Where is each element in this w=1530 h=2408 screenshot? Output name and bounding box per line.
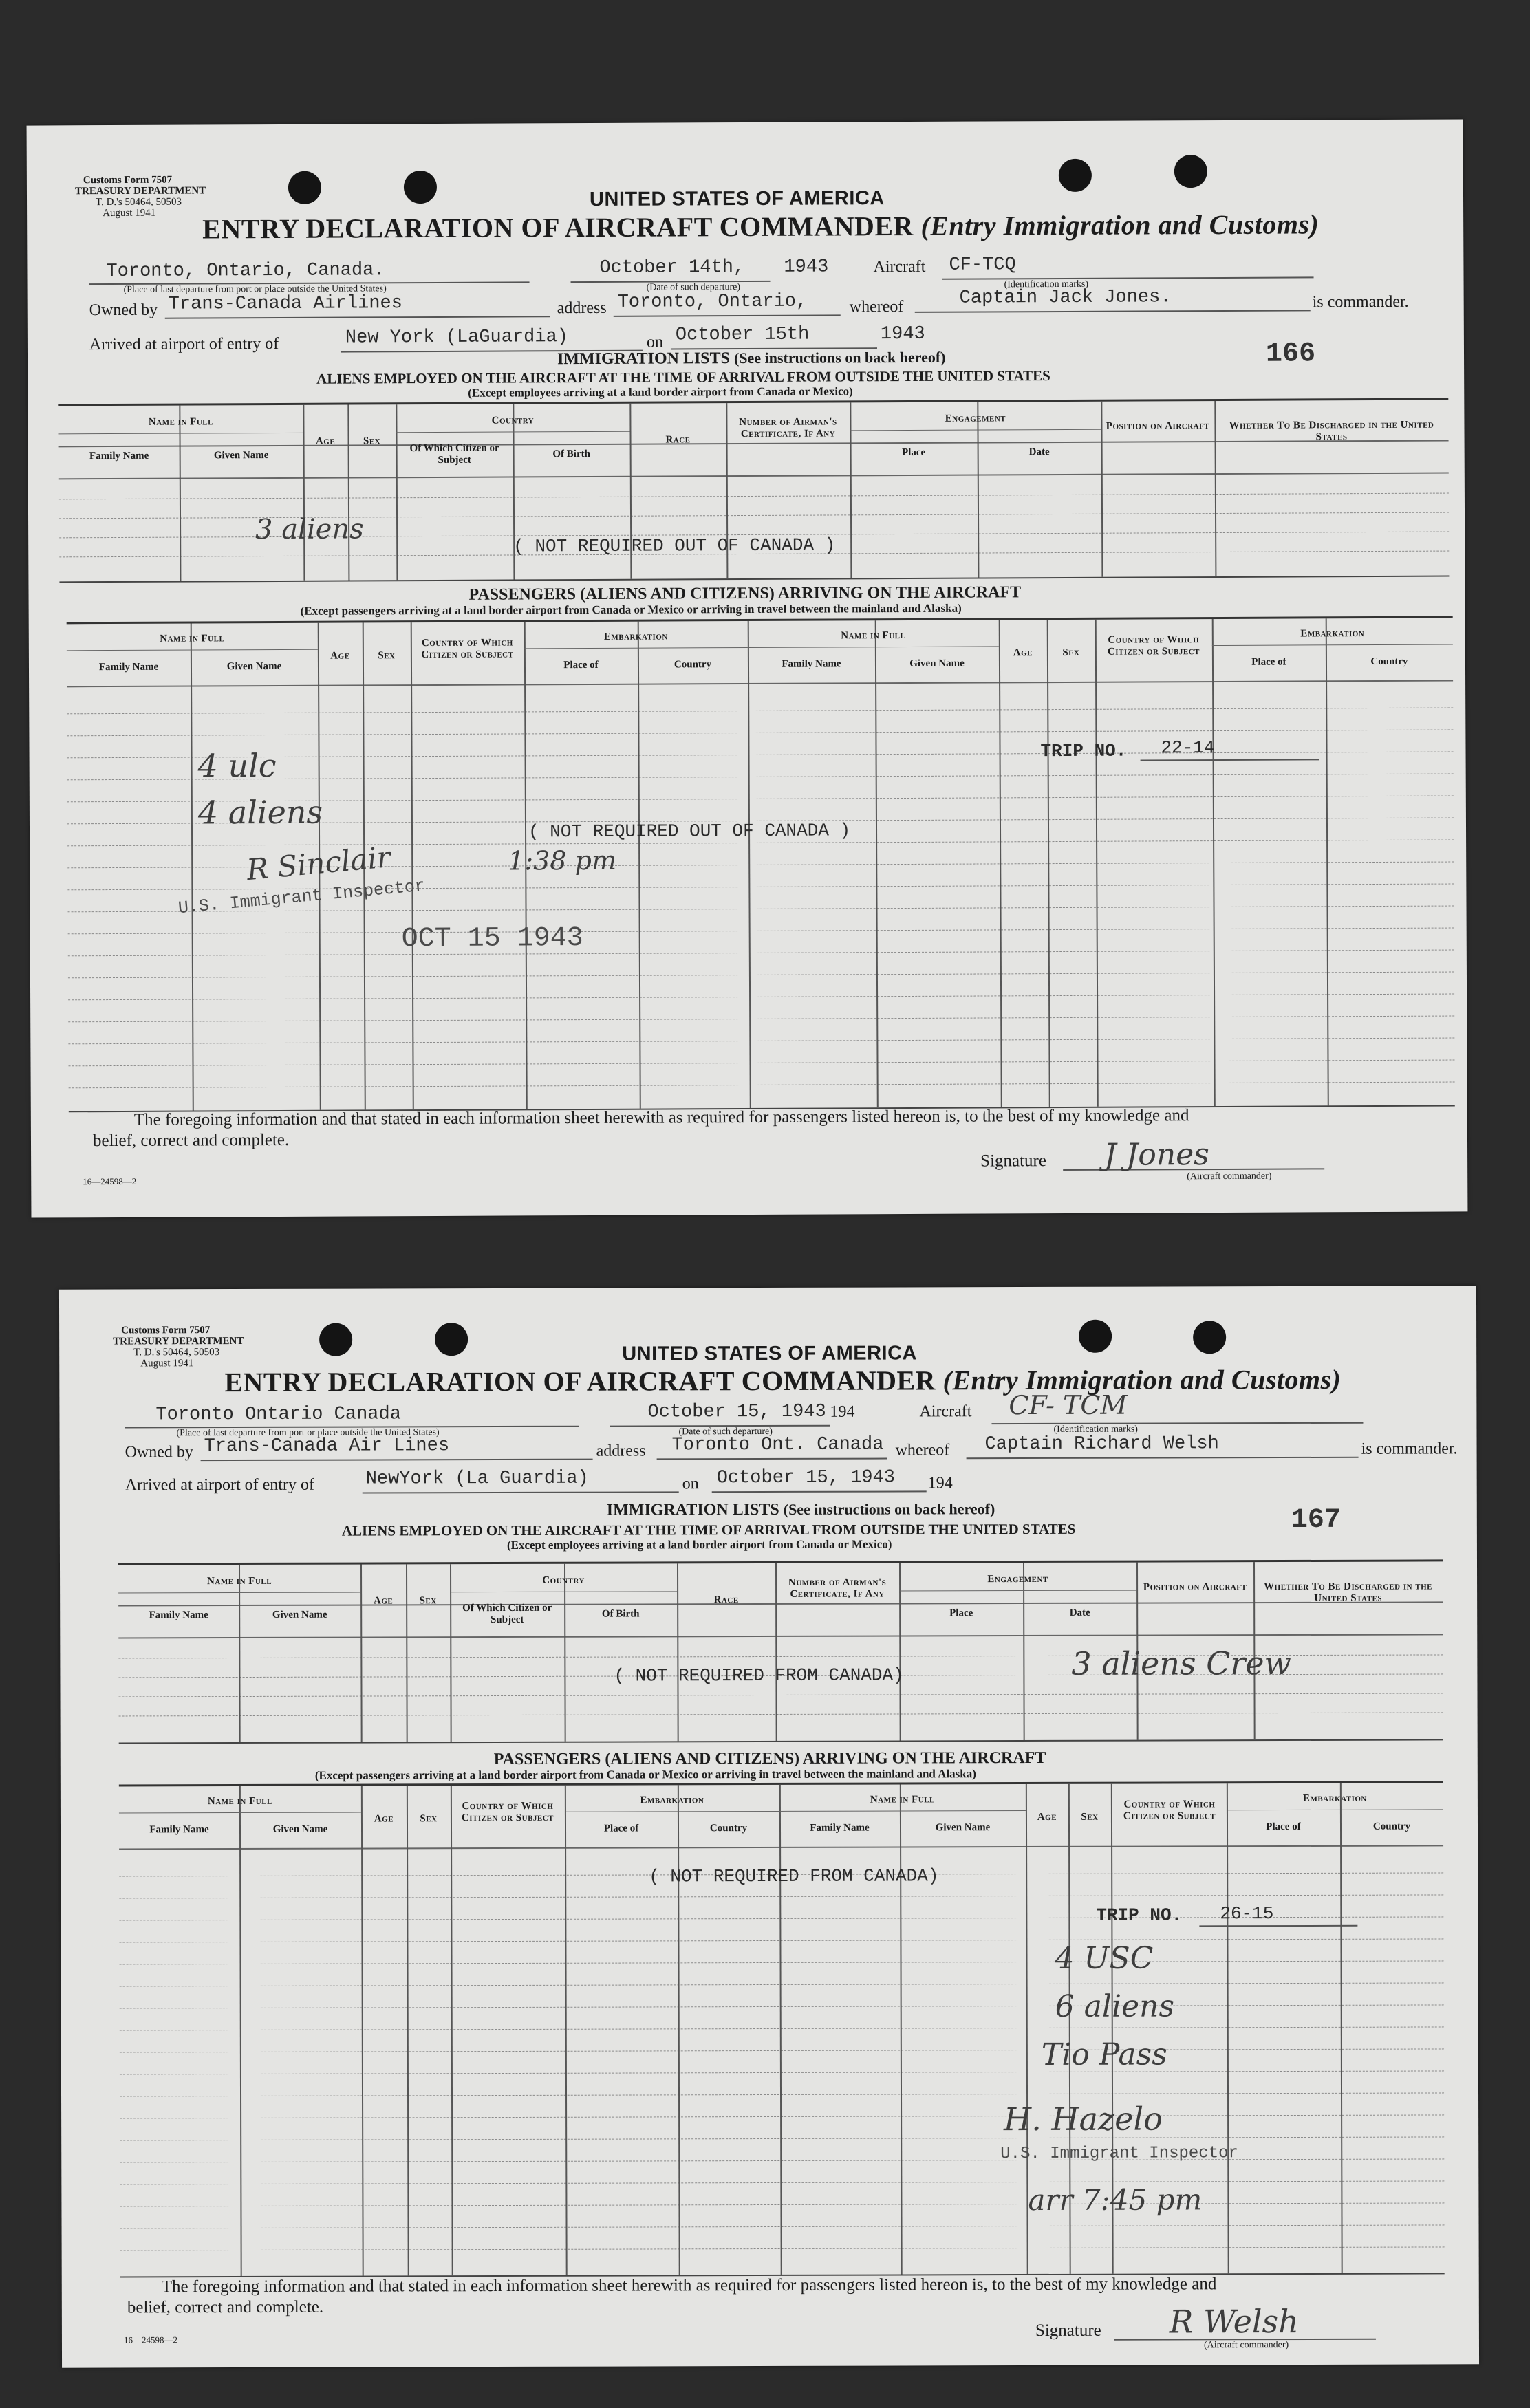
aliens-heading: ALIENS EMPLOYED ON THE AIRCRAFT AT THE TIME OF ARRIVAL FROM OUTSIDE THE UNITED STATES <box>341 1520 1076 1539</box>
signature-caption: (Aircraft commander) <box>1187 1171 1272 1182</box>
header-sex: Sex <box>363 435 381 447</box>
arrived-label: Arrived at airport of entry of <box>89 334 279 354</box>
punch-hole <box>435 1323 468 1356</box>
header-country-citizen: Country of Which Citizen or Subject <box>1123 1799 1216 1822</box>
header-airman-certificate: Number of Airman's Certificate, If Any <box>788 1576 887 1600</box>
departure-place: Toronto, Ontario, Canada. <box>106 260 385 283</box>
header-family-name: Family Name <box>98 661 159 673</box>
departure-date-caption: (Date of such departure) <box>678 1426 773 1438</box>
header-country-citizen: Country of Which Citizen or Subject <box>1107 634 1200 658</box>
header-embarkation: Embarkation <box>1302 1792 1367 1804</box>
on-label: on <box>646 333 663 351</box>
aliens-hand-note: 3 aliens <box>255 513 364 546</box>
header-family-name: Family Name <box>810 1822 870 1834</box>
header-family-name: Family Name <box>782 658 841 670</box>
hand-note-citizens: 4 ulc <box>197 746 277 785</box>
passengers-heading: PASSENGERS (ALIENS AND CITIZENS) ARRIVING ON THE AIRCRAFT <box>493 1748 1046 1769</box>
header-date: Date <box>1069 1607 1090 1618</box>
hand-note-citizens: 4 USC <box>1055 1940 1154 1976</box>
passengers-not-required: ( NOT REQUIRED OUT OF CANADA ) <box>528 820 851 843</box>
header-of-birth: Of Birth <box>601 1608 640 1620</box>
header-discharged: Whether To Be Discharged in the United States <box>1229 419 1434 443</box>
address: Toronto Ont. Canada <box>671 1434 884 1456</box>
trip-label: TRIP NO. <box>1096 1905 1183 1926</box>
header-country: Country <box>1370 655 1408 668</box>
header-discharged: Whether To Be Discharged in the United States <box>1264 1581 1433 1604</box>
aliens-table <box>58 398 1449 583</box>
header-country: Country <box>491 415 535 426</box>
passengers-table <box>67 616 1455 1113</box>
arrival-airport: NewYork (La Guardia) <box>365 1468 589 1490</box>
inspector-signature: R Sinclair <box>245 840 392 887</box>
sheet-number: 167 <box>1291 1504 1341 1537</box>
hand-note-aliens: 6 aliens <box>1055 1988 1175 2024</box>
header-country: Country <box>542 1574 585 1586</box>
header-sex: Sex <box>1081 1811 1099 1823</box>
owner: Trans-Canada Air Lines <box>204 1435 450 1457</box>
header-family-name: Family Name <box>89 450 149 462</box>
departure-year: 1943 <box>784 257 829 278</box>
header-given-name: Given Name <box>226 660 282 673</box>
header-place-of: Place of <box>563 659 599 671</box>
header-given-name: Given Name <box>272 1609 327 1620</box>
on-label: on <box>682 1475 699 1493</box>
inspector-stamp: U.S. Immigrant Inspector <box>177 876 427 919</box>
aliens-subheading: (Except employees arriving at a land border airport from Canada or Mexico) <box>506 1537 892 1552</box>
header-embarkation: Embarkation <box>640 1794 704 1806</box>
header-country-citizen: Country of Which Citizen or Subject <box>461 1800 554 1824</box>
trip-label: TRIP NO. <box>1040 740 1127 762</box>
form-number: 16—24598—2 <box>123 2334 177 2345</box>
header-country: Country <box>674 659 712 671</box>
form-title: ENTRY DECLARATION OF AIRCRAFT COMMANDER (Entry Immigration and Customs) <box>224 1363 1342 1398</box>
departure-date-caption: (Date of such departure) <box>646 282 741 293</box>
header-age: Age <box>1013 647 1033 659</box>
passengers-subheading: (Except passengers arriving at a land border airport from Canada or Mexico or arriving in travel between the mainland and Alaska) <box>300 601 962 618</box>
immigration-lists-heading: IMMIGRATION LISTS (See instructions on back hereof) <box>606 1500 995 1519</box>
header-race: Race <box>713 1594 739 1606</box>
hand-note-pass: Tio Pass <box>1041 2037 1167 2072</box>
address: Toronto, Ontario, <box>617 291 808 313</box>
aircraft-id-caption: (Identification marks) <box>1004 279 1089 290</box>
punch-hole <box>319 1323 352 1356</box>
header-place-of: Place of <box>603 1823 639 1834</box>
header-name-in-full: Name in Full <box>148 416 213 428</box>
header-citizen-of: Of Which Citizen or Subject <box>409 442 499 466</box>
header-place-of: Place of <box>1266 1821 1301 1833</box>
header-of-birth: Of Birth <box>552 448 590 460</box>
header-age: Age <box>330 650 350 662</box>
declaration-form-1 <box>27 119 1468 1217</box>
signature-label: Signature <box>980 1151 1047 1171</box>
header-name-in-full: Name in Full <box>160 633 225 644</box>
immigration-lists-heading: IMMIGRATION LISTS (See instructions on back hereof) <box>557 348 946 369</box>
header-embarkation: Embarkation <box>603 631 668 642</box>
header-age: Age <box>315 435 336 447</box>
punch-hole <box>1174 155 1207 188</box>
header-given-name: Given Name <box>935 1822 991 1834</box>
aliens-heading: ALIENS EMPLOYED ON THE AIRCRAFT AT THE TIME OF ARRIVAL FROM OUTSIDE THE UNITED STATES <box>316 367 1050 387</box>
date-stamp: OCT 15 1943 <box>401 923 583 955</box>
departure-year: 194 <box>830 1402 855 1421</box>
trip-number: 26-15 <box>1220 1903 1274 1924</box>
header-given-name: Given Name <box>213 450 269 462</box>
header-place: Place <box>902 446 926 459</box>
aliens-not-required: ( NOT REQUIRED OUT OF CANADA ) <box>513 534 836 557</box>
signature-label: Signature <box>1035 2321 1101 2340</box>
aircraft-id: CF-TCQ <box>949 254 1016 276</box>
header-date: Date <box>1028 446 1050 458</box>
departure-place-caption: (Place of last departure from port or place outside the United States) <box>176 1427 440 1439</box>
header-sex: Sex <box>1062 647 1080 658</box>
punch-hole <box>288 171 321 204</box>
header-citizen-of: Of Which Citizen or Subject <box>462 1602 552 1626</box>
header-airman-certificate: Number of Airman's Certificate, If Any <box>739 416 837 440</box>
header-name-in-full: Name in Full <box>870 1794 935 1805</box>
inspector-stamp: U.S. Immigrant Inspector <box>1000 2144 1238 2164</box>
form-reference: Customs Form 7507 TREASURY DEPARTMENT T. D.'s 50464, 50503 August 1941 <box>74 174 206 219</box>
header-race: Race <box>665 434 691 446</box>
inspector-signature: H. Hazelo <box>1004 2100 1163 2138</box>
owner: Trans-Canada Airlines <box>168 293 403 315</box>
declaration-form-2 <box>59 1286 1479 2367</box>
departure-place: Toronto Ontario Canada <box>155 1404 401 1426</box>
header-sex: Sex <box>378 650 396 662</box>
inspection-time: 1:38 pm <box>508 845 617 876</box>
passengers-heading: PASSENGERS (ALIENS AND CITIZENS) ARRIVING ON THE AIRCRAFT <box>468 583 1022 604</box>
passengers-subheading: (Except passengers arriving at a land border airport from Canada or Mexico or arriving in travel between the mainland and Alaska) <box>314 1767 976 1782</box>
owned-by-label: Owned by <box>125 1443 193 1462</box>
address-label: address <box>596 1442 646 1460</box>
owned-by-label: Owned by <box>89 301 158 320</box>
is-commander-label: is commander. <box>1361 1440 1458 1458</box>
form-reference: Customs Form 7507 TREASURY DEPARTMENT T. D.'s 50464, 50503 August 1941 <box>113 1325 244 1369</box>
header-engagement: Engagement <box>945 413 1006 424</box>
punch-hole <box>1079 1320 1112 1353</box>
header-country: Country <box>709 1823 748 1834</box>
arrival-date: October 15, 1943 <box>716 1467 895 1489</box>
aircraft-id-caption: (Identification marks) <box>1053 1424 1138 1435</box>
header-place: Place <box>949 1607 973 1619</box>
header-age: Age <box>374 1813 394 1825</box>
header-name-in-full: Name in Full <box>207 1575 272 1587</box>
arrival-time-note: arr 7:45 pm <box>1028 2182 1203 2217</box>
header-given-name: Given Name <box>909 658 965 669</box>
arrival-year: 194 <box>927 1474 953 1493</box>
passengers-not-required: ( NOT REQUIRED FROM CANADA) <box>649 1865 939 1887</box>
aliens-table <box>118 1559 1443 1744</box>
departure-date: October 14th, <box>599 257 745 279</box>
arrival-airport: New York (LaGuardia) <box>345 327 569 349</box>
header-country: Country <box>1372 1821 1411 1832</box>
signature-caption: (Aircraft commander) <box>1203 2340 1289 2351</box>
aliens-hand-note: 3 aliens Crew <box>1071 1645 1292 1682</box>
punch-hole <box>1059 159 1092 192</box>
aliens-not-required: ( NOT REQUIRED FROM CANADA) <box>614 1664 904 1686</box>
trip-number: 22-14 <box>1161 737 1215 759</box>
commander: Captain Jack Jones. <box>959 287 1172 309</box>
header-family-name: Family Name <box>149 1824 209 1836</box>
arrival-year: 1943 <box>880 323 925 345</box>
header-position: Position on Aircraft <box>1106 420 1210 432</box>
header-sex: Sex <box>419 1595 437 1607</box>
header-given-name: Given Name <box>272 1823 328 1835</box>
punch-hole <box>1193 1321 1226 1354</box>
whereof-label: whereof <box>849 298 904 316</box>
aircraft-label: Aircraft <box>919 1402 972 1421</box>
header-name-in-full: Name in Full <box>207 1795 272 1808</box>
commander-signature: J Jones <box>1103 1137 1209 1173</box>
arrival-date: October 15th <box>675 324 810 346</box>
departure-date: October 15, 1943 <box>647 1401 826 1423</box>
passengers-table <box>119 1781 1445 2277</box>
is-commander-label: is commander. <box>1312 292 1409 312</box>
header-age: Age <box>1037 1811 1057 1823</box>
header-age: Age <box>373 1595 394 1607</box>
form-title: ENTRY DECLARATION OF AIRCRAFT COMMANDER (Entry Immigration and Customs) <box>202 208 1319 245</box>
arrived-label: Arrived at airport of entry of <box>125 1475 314 1495</box>
header-engagement: Engagement <box>987 1573 1048 1585</box>
header-country-citizen: Country of Which Citizen or Subject <box>421 637 514 661</box>
header-family-name: Family Name <box>149 1609 208 1621</box>
header-position: Position on Aircraft <box>1143 1581 1247 1593</box>
punch-hole <box>404 171 437 204</box>
aircraft-label: Aircraft <box>873 257 926 276</box>
commander-signature: R Welsh <box>1169 2302 1299 2341</box>
address-label: address <box>557 299 607 318</box>
country-heading: UNITED STATES OF AMERICA <box>622 1342 917 1365</box>
certification-text: The foregoing information and that stated in each information sheet herewith as required for passengers listed hereon is, to the best of my knowledge and belief, correct and complete. <box>127 2275 1217 2317</box>
header-embarkation: Embarkation <box>1300 628 1365 640</box>
header-place-of: Place of <box>1251 656 1286 668</box>
certification-text: The foregoing information and that stated in each information sheet herewith as required for passengers listed hereon is, to the best of my knowledge and belief, correct and complete. <box>92 1106 1189 1151</box>
header-sex: Sex <box>420 1813 438 1825</box>
form-number: 16—24598—2 <box>83 1175 137 1187</box>
commander: Captain Richard Welsh <box>984 1433 1219 1455</box>
aliens-subheading: (Except employees arriving at a land border airport from Canada or Mexico) <box>468 384 853 400</box>
aircraft-id: CF- TCM <box>1009 1389 1128 1421</box>
header-name-in-full: Name in Full <box>841 629 906 642</box>
sheet-number: 166 <box>1265 338 1316 370</box>
hand-note-aliens: 4 aliens <box>197 793 323 832</box>
departure-place-caption: (Place of last departure from port or place outside the United States) <box>123 283 387 295</box>
country-heading: UNITED STATES OF AMERICA <box>589 187 885 210</box>
whereof-label: whereof <box>895 1441 950 1460</box>
